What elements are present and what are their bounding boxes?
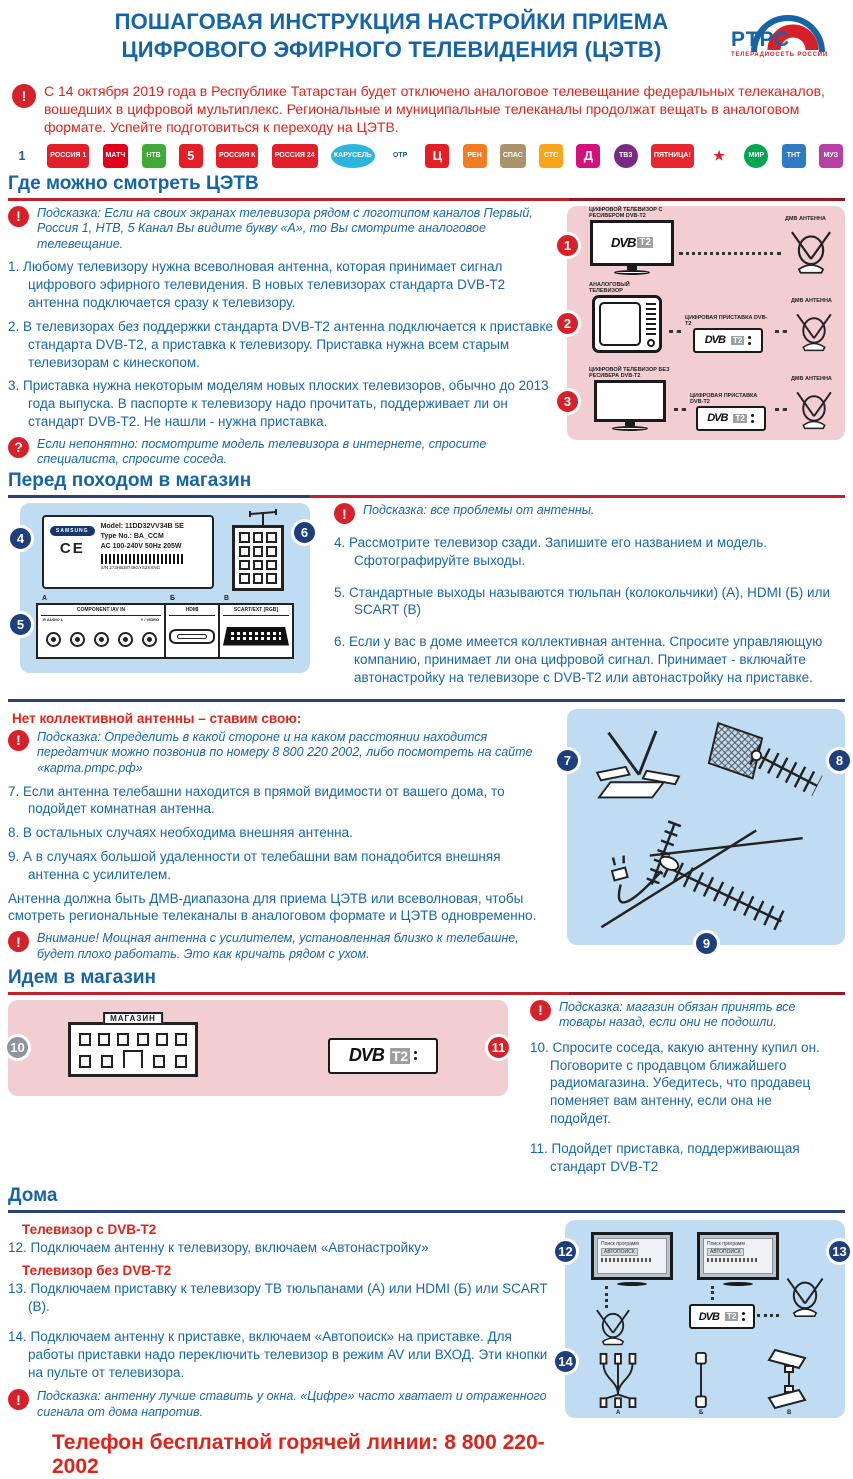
channel-logo: РОССИЯ 1 [47, 144, 89, 168]
item-number: 4. [334, 535, 346, 550]
antenna-icon [785, 229, 837, 275]
cable-dotted-line [775, 330, 787, 333]
cable-dotted-line [605, 1286, 608, 1308]
tv-autosearch-icon [591, 1232, 673, 1280]
marker-a: А [42, 595, 48, 602]
tv-autosearch-icon [697, 1232, 779, 1280]
audio-jack-labels: R AUDIO L [43, 617, 64, 622]
stb-leds [748, 336, 751, 345]
title-line-1: ПОШАГОВАЯ ИНСТРУКЦИЯ НАСТРОЙКИ ПРИЕМА [114, 9, 669, 34]
indoor-antenna-icon [591, 727, 687, 807]
tv-foot [614, 270, 650, 275]
section-heading-shop: Идем в магазин [8, 966, 157, 988]
t2-logo: T2 [726, 1312, 737, 1322]
channel-logo: Ц [425, 144, 449, 168]
sticker-power: AC 100-240V 50Hz 205W [100, 543, 182, 551]
item-text: Если антенна телебашни находится в прямой видимости от вашего дома, то подойдет комнатная антенна. [23, 783, 505, 817]
tv-ports-panel [36, 595, 294, 659]
alert-icon: ! [8, 730, 29, 751]
badge-4: 4 [7, 525, 34, 552]
channels-row [10, 141, 843, 171]
cable-label-c: В [787, 1410, 792, 1417]
instruction-item-4 [334, 534, 833, 570]
item-text: А в случаях большой удаленности от телебашни вам понадобится внешняя антенна с усилителем. [23, 849, 501, 882]
header [8, 6, 845, 72]
dvb-logo: DVB [707, 412, 728, 425]
antennas-panel [563, 709, 845, 951]
divider [8, 699, 845, 702]
tv-screen-button: АВТОПОИСК [601, 1248, 638, 1257]
flat-tv-icon [594, 380, 666, 422]
instruction-item-10 [530, 1039, 833, 1128]
rca-jack-icon [94, 632, 109, 647]
shop-door [123, 1050, 143, 1068]
rca-jacks [41, 622, 161, 656]
hdmi-port-icon [169, 629, 215, 644]
channel-logo: РЕН [463, 144, 487, 168]
instruction-item-5 [334, 584, 833, 620]
item-number: 1. [8, 259, 20, 275]
dvb-logo: DVB [704, 334, 725, 347]
tv-label-sticker [42, 515, 214, 589]
subheading-tv-with-dvbt2: Телевизор с DVB-T2 [22, 1222, 157, 1238]
badge-10: 10 [4, 1034, 31, 1061]
item-number: 14. [8, 1328, 27, 1344]
tv-screen-button: АВТОПОИСК [707, 1248, 744, 1257]
tv-foot [723, 1282, 753, 1286]
instruction-item-11 [530, 1140, 833, 1176]
question-icon: ? [8, 437, 29, 458]
item-number: 7. [8, 783, 20, 799]
instruction-item-6 [334, 633, 833, 686]
caption-antenna: ДМВ АНТЕННА [791, 297, 832, 304]
samsung-logo: SAMSUNG [50, 526, 95, 536]
roof-antenna-icon [246, 509, 280, 525]
stb-leds [751, 414, 754, 423]
item-number: 13. [8, 1281, 27, 1297]
marker-b: Б [170, 595, 176, 602]
hint-text: Подсказка: Если на своих экранах телевизора рядом с логотипом каналов Первый, Россия 1, НТВ, 5 Канал Вы видите букву «А», то Вы смотрите аналоговое телевещание. [37, 205, 533, 251]
channel-logo: СПАС [500, 144, 526, 168]
shop-sign: МАГАЗИН [103, 1012, 163, 1025]
item-text: В телевизорах без поддержки стандарта DVB-T2 антенна подключается к приставке стандарта DVB-T2, а приставка к телевизору. Приставка нужна всем старым телевизорам с кинескопом. [23, 318, 554, 370]
hint-text: Если непонятно: посмотрите модель телевизора в интернете, спросите специалиста, спросите соседа. [37, 436, 487, 467]
tv-screen-title: Поиск программ [707, 1241, 745, 1248]
hdmi-cable-icon [693, 1352, 709, 1408]
scart-cable-icon [761, 1348, 817, 1410]
title-line-2: ЦИФРОВОГО ЭФИРНОГО ТЕЛЕВИДЕНИЯ (ЦЭТВ) [121, 36, 662, 62]
dvb-logo: DVB [348, 1045, 384, 1065]
divider [8, 1210, 845, 1213]
item-number: 5. [334, 584, 346, 600]
t2-logo: T2 [639, 237, 652, 249]
antenna-icon [591, 1308, 635, 1346]
item-text: Приставка нужна некоторым моделям новых плоских телевизоров, обычно до 2013 года выпуска. В паспорте к телевизору надо прочитать, поддерживает ли он стандарт DVB-T2. Не нашли - нужна приставка. [23, 378, 549, 429]
instruction-item-3 [8, 377, 555, 430]
item-number: 8. [8, 825, 20, 841]
tv-stand [627, 266, 637, 270]
badge-5: 5 [7, 611, 34, 638]
caption-stb: ЦИФРОВАЯ ПРИСТАВКА DVB-T2 [690, 392, 758, 406]
tv-foot [612, 426, 648, 431]
dvb-logo: DVB [610, 235, 636, 251]
caption-digital-tv-no-receiver: ЦИФРОВОЙ ТЕЛЕВИЗОР БЕЗ РЕСИВЕРА DVB-T2 [589, 366, 670, 380]
badge-2: 2 [554, 310, 581, 337]
set-top-box-icon [689, 1304, 755, 1329]
rca-jack-icon [118, 632, 133, 647]
instruction-item-9 [8, 848, 555, 884]
rtrs-logo-text: РТРС [731, 28, 791, 51]
amplified-antenna-icon [591, 813, 815, 933]
item-number: 6. [334, 634, 346, 650]
t2-logo: T2 [732, 335, 743, 345]
hint-antenna-problems [334, 503, 833, 524]
note-text: Антенна должна быть ДМВ-диапазона для приема ЦЭТВ или всеволновая, чтобы смотреть региональные телеканалы в аналоговом формате и ЦЭТВ одновременно. [8, 890, 537, 924]
badge-1: 1 [554, 232, 581, 259]
hint-window [8, 1389, 553, 1420]
channel-logo: МУЗ [819, 144, 843, 168]
item-number: 12. [8, 1240, 27, 1256]
hint-text: Подсказка: Определить в какой стороне и на каком расстоянии находится передатчик можно позвонив по номеру 8 800 220 2002, либо посмотреть на сайте «карта.ртрс.рф» [37, 729, 533, 775]
stb-leds [742, 1312, 745, 1321]
crt-screen [599, 302, 641, 346]
tv-stand [625, 422, 635, 426]
antenna-note [8, 890, 555, 926]
page-title [68, 8, 715, 63]
hint-text: Подсказка: магазин обязан принять все товары назад, если они не подошли. [559, 999, 796, 1030]
instruction-item-8 [8, 824, 555, 842]
hint-transmitter [8, 730, 555, 777]
dvb-logo: DVB [698, 1310, 719, 1323]
alert-icon: ! [334, 503, 355, 524]
alert-icon: ! [8, 206, 29, 227]
antenna-icon [791, 311, 837, 353]
subheading-tv-without-dvbt2: Телевизор без DVB-T2 [22, 1263, 172, 1279]
crt-knob [647, 339, 655, 347]
ce-mark: CE [59, 540, 85, 557]
video-jack-label: Y / VIDEO [140, 617, 159, 622]
rca-jack-icon [70, 632, 85, 647]
t2-logo: T2 [391, 1047, 409, 1064]
shop-panel [8, 1000, 508, 1096]
channel-logo: ТВ3 [614, 144, 638, 168]
caption-stb: ЦИФРОВАЯ ПРИСТАВКА DVB-T2 [685, 314, 768, 328]
hint-where [8, 206, 555, 253]
section-heading-own-antenna: Нет коллективной антенны – ставим свою: [12, 710, 302, 726]
alert-icon: ! [530, 1000, 551, 1021]
antenna-icon [781, 1276, 829, 1318]
hint-text: Подсказка: все проблемы от антенны. [363, 503, 595, 517]
item-number: 11. [530, 1140, 548, 1156]
notice [12, 82, 841, 137]
channel-logo: МАТЧ [103, 144, 129, 168]
component-label: COMPONENT /AV IN [41, 606, 161, 616]
badge-8: 8 [826, 747, 853, 774]
channel-logo: ОТР [388, 144, 412, 168]
item-text: Рассмотрите телевизор сзади. Запишите его названием и модель. Сфотографируйте выходы. [349, 535, 767, 568]
instruction-item-12 [8, 1239, 553, 1257]
item-text: Подключаем антенну к телевизору, включаем «Автонастройку» [30, 1240, 429, 1256]
scart-label: SCART/EXT [RGB] [223, 606, 289, 616]
channel-logo: НТВ [142, 144, 166, 168]
cable-label-a: А [616, 1410, 621, 1417]
antenna-icon [791, 389, 837, 431]
crt-panel [646, 303, 656, 336]
hdmi-label: HDMI [169, 606, 215, 616]
hint-text: Внимание! Мощная антенна с усилителем, установленная близко к телебашне, будет плохо работать. Это как кричать рядом с ухом. [37, 931, 519, 961]
item-text: Стандартные выходы называются тюльпан (колокольчики) (А), HDMI (Б) или SCART (В) [349, 584, 830, 618]
marker-c: В [224, 595, 230, 602]
divider [8, 198, 845, 201]
barcode [101, 554, 184, 564]
rtrs-logo-subtitle: ТЕЛЕРАДИОСЕТЬ РОССИИ [731, 52, 829, 58]
badge-11: 11 [485, 1034, 512, 1061]
scart-port-icon [223, 627, 289, 646]
channel-logo: ПЯТНИЦА! [651, 144, 694, 168]
badge-9: 9 [693, 930, 720, 957]
crt-tv-icon [592, 295, 662, 353]
section-heading-home: Дома [8, 1185, 58, 1207]
channel-logo: ★ [707, 144, 731, 168]
hotline-text: Телефон бесплатной горячей линии: 8 800 220-2002 [52, 1430, 545, 1478]
badge-14: 14 [552, 1348, 579, 1375]
tv-screen-progress [707, 1258, 757, 1262]
channel-logo: МИР [744, 144, 768, 168]
alert-icon: ! [12, 84, 36, 108]
item-text: Любому телевизору нужна всеволновая антенна, которая принимает сигнал цифрового эфирного телевидения. В новых телевизорах стандарта DVB-T2 антенна подключается сразу к телевизору. [23, 259, 506, 311]
hint-text: Подсказка: антенну лучше ставить у окна. «Цифре» часто хватает и отраженного сигнала от дома напротив. [37, 1389, 547, 1419]
tv-back-panel [16, 503, 310, 673]
building-icon [232, 525, 284, 591]
t2-logo: T2 [735, 413, 745, 423]
cable-dotted-line [775, 408, 787, 411]
item-text: Если у вас в доме имеется коллективная антенна. Спросите управляющую компанию, принимает ли она цифровой сигнал. Принимает - включайте автонастройку на телевизоре с DVB-T2 или автонастройку на приставке. [349, 634, 823, 685]
cable-dotted-line [711, 1286, 714, 1300]
section-heading-before-shop: Перед походом в магазин [8, 470, 252, 491]
notice-text: С 14 октября 2019 года в Республике Татарстан будет отключено аналоговое телевещание федеральных телеканалов, вошедших в цифровой мультиплекс. Региональные и муниципальные телеканалы продолжат вещать в аналоговом формате. Успейте подготовиться к переходу на ЦЭТВ. [44, 83, 825, 136]
channel-logo: 1 [10, 144, 34, 168]
badge-7: 7 [554, 747, 581, 774]
set-top-box-icon [696, 406, 766, 431]
item-number: 2. [8, 318, 20, 334]
badge-3: 3 [554, 388, 581, 415]
channel-logo: СТС [539, 144, 563, 168]
instruction-item-14 [8, 1328, 553, 1381]
channel-logo: КАРУСЕЛЬ [331, 144, 375, 168]
stb-leds [414, 1051, 417, 1060]
channel-logo: РОССИЯ 24 [272, 144, 318, 168]
item-text: Спросите соседа, какую антенну купил он. Поговорите с продавцом ближайшего радиомагазина. Убедитесь, что продавец поменяет вам антенну, если она не подойдет. [550, 1039, 820, 1126]
cable-dotted-line [757, 1314, 779, 1317]
shop-windows [79, 1050, 187, 1068]
sticker-serial: S/N 273HBJ8748GYS2XXNG [100, 565, 161, 571]
alert-icon: ! [8, 1389, 29, 1410]
tv-screen-progress [601, 1258, 651, 1262]
divider [8, 992, 845, 995]
set-top-box-icon [328, 1038, 438, 1074]
tv-screen-title: Поиск программ [601, 1241, 639, 1248]
rca-jack-icon [142, 632, 157, 647]
channel-logo: РОССИЯ К [216, 144, 258, 168]
rca-jack-icon [46, 632, 61, 647]
alert-icon: ! [8, 931, 29, 952]
caption-digital-tv: ЦИФРОВОЙ ТЕЛЕВИЗОР С РЕСИВЕРОМ DVB-T2 [589, 206, 663, 220]
sticker-type: Type No.: BA_CCM [100, 533, 164, 541]
item-number: 9. [8, 849, 20, 864]
channel-logo: 5 [179, 144, 203, 168]
item-text: Подойдет приставка, поддерживающая стандарт DVB-T2 [550, 1140, 800, 1174]
shop-windows [79, 1033, 187, 1046]
instruction-item-7 [8, 783, 555, 819]
section-heading-where: Где можно смотреть ЦЭТВ [8, 172, 259, 194]
badge-6: 6 [291, 519, 318, 546]
tv-foot [617, 1282, 647, 1286]
instruction-item-2 [8, 318, 555, 371]
set-top-box-icon [693, 328, 763, 353]
badge-12: 12 [552, 1238, 579, 1265]
sticker-model: Model: 11DD32VV34B SE [100, 523, 184, 530]
item-text: В остальных случаях необходима внешняя антенна. [23, 825, 353, 841]
shop-icon [68, 1013, 198, 1077]
rca-cable-icon [595, 1352, 641, 1408]
cable-dotted-line [674, 408, 686, 411]
channel-logo: ТНТ [782, 144, 806, 168]
hint-attention [8, 931, 555, 962]
item-number: 10. [530, 1039, 549, 1055]
item-text: Подключаем антенну к приставке, включаем «Автопоиск» на приставке. Для работы приставки надо переключить телевизор в режим AV или ВХОД. Эти кнопки на пульте от телевизора. [28, 1328, 548, 1380]
hint-question [8, 437, 555, 468]
connection-schemes-panel [563, 206, 845, 440]
channel-logo: Д [576, 144, 600, 168]
item-text: Подключаем приставку к телевизору ТВ тюльпанами (А) или HDMI (Б) или SCART (В). [28, 1281, 548, 1315]
item-number: 3. [8, 378, 20, 394]
flat-tv-icon [590, 220, 674, 266]
instruction-item-13 [8, 1280, 553, 1316]
caption-antenna: ДМВ АНТЕННА [785, 215, 826, 222]
cable-label-b: Б [699, 1410, 704, 1417]
divider [8, 495, 845, 498]
caption-analog-tv: АНАЛОГОВЫЙ ТЕЛЕВИЗОР [589, 281, 630, 295]
caption-antenna: ДМВ АНТЕННА [791, 375, 832, 382]
badge-13: 13 [826, 1238, 853, 1265]
outdoor-antenna-icon [705, 719, 823, 811]
cable-dotted-line [679, 252, 781, 255]
home-setup-panel [558, 1220, 847, 1418]
rtrs-logo [725, 6, 843, 58]
hint-shop [530, 1000, 833, 1031]
cable-dotted-line [669, 330, 681, 333]
instruction-item-1 [8, 258, 555, 311]
